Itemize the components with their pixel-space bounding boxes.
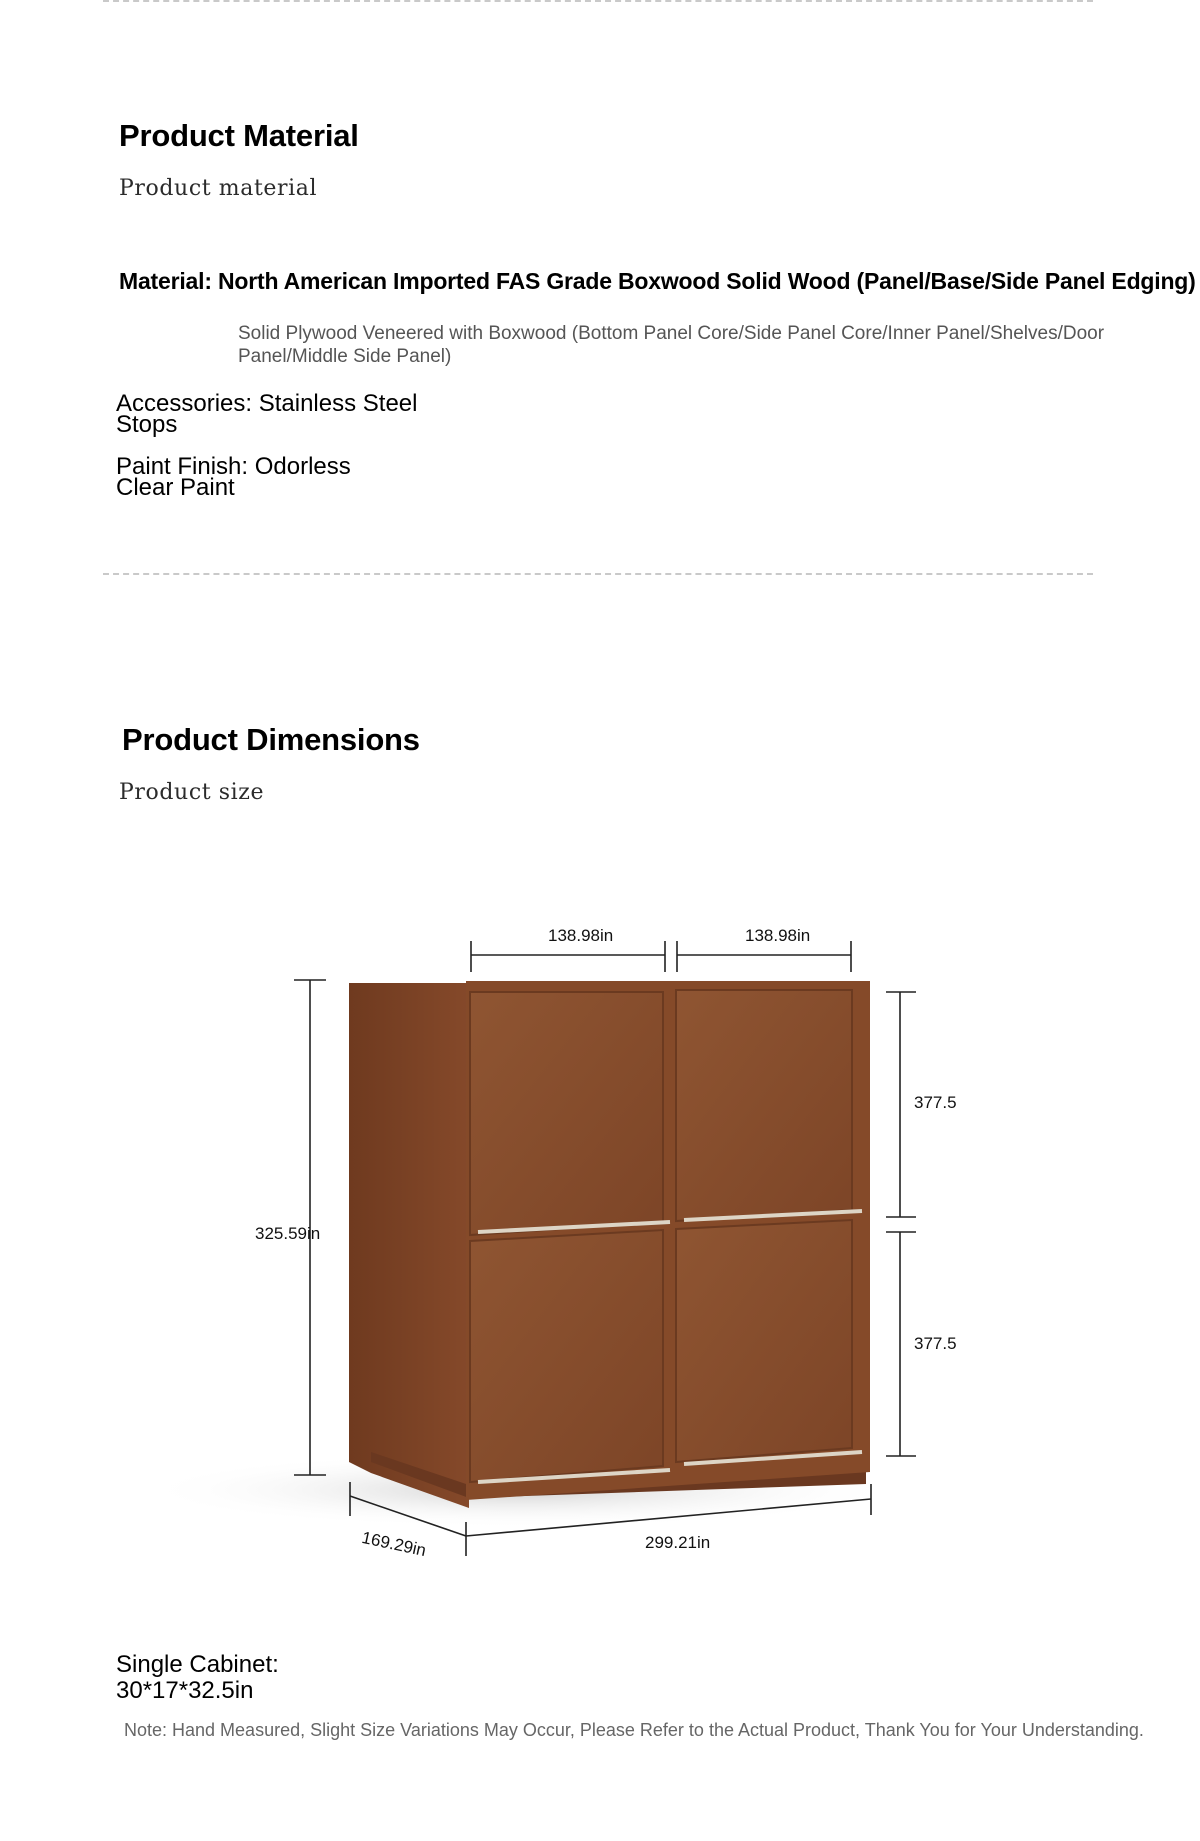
lower-door-height-label: 377.5 [914, 1334, 957, 1353]
measurement-note: Note: Hand Measured, Slight Size Variations May Occur, Please Refer to the Actual Product, Thank You for Your Understanding. [124, 1720, 1144, 1740]
single-cabinet-label: Single Cabinet: [116, 1651, 279, 1678]
upper-door-height-label: 377.5 [914, 1093, 957, 1112]
dimensions-heading: Product Dimensions [122, 722, 420, 757]
material-subheading: Product material [119, 176, 318, 201]
top-left-width-label: 138.98in [548, 926, 614, 945]
material-heading: Product Material [119, 118, 359, 153]
top-right-width-label: 138.98in [745, 926, 811, 945]
cabinet-door-top-left [470, 992, 670, 1235]
dimensions-subheading: Product size [119, 780, 265, 805]
material-detail: Solid Plywood Veneered with Boxwood (Bottom Panel Core/Side Panel Core/Inner Panel/Shelves/Door Panel/Middle Side Panel) [238, 323, 1105, 367]
paint-line-2: Clear Paint [116, 474, 235, 501]
single-cabinet-size [116, 1652, 279, 1704]
total-height-label: 325.59in [255, 1224, 321, 1243]
material-line: Material: North American Imported FAS Grade Boxwood Solid Wood (Panel/Base/Side Panel Edging) [119, 268, 1196, 294]
accessories-line-1: Accessories: Stainless Steel [116, 390, 418, 417]
single-cabinet-value: 30*17*32.5in [116, 1677, 254, 1704]
cabinet-side-panel [349, 983, 469, 1508]
accessories-line-2: Stops [116, 411, 178, 438]
cabinet-door-top-right [676, 990, 862, 1221]
cabinet-door-bottom-left [470, 1230, 670, 1482]
depth-label: 169.29in [360, 1528, 428, 1561]
paint-line-1: Paint Finish: Odorless [116, 453, 351, 480]
total-width-label: 299.21in [645, 1533, 711, 1552]
cabinet-door-bottom-right [676, 1220, 862, 1464]
